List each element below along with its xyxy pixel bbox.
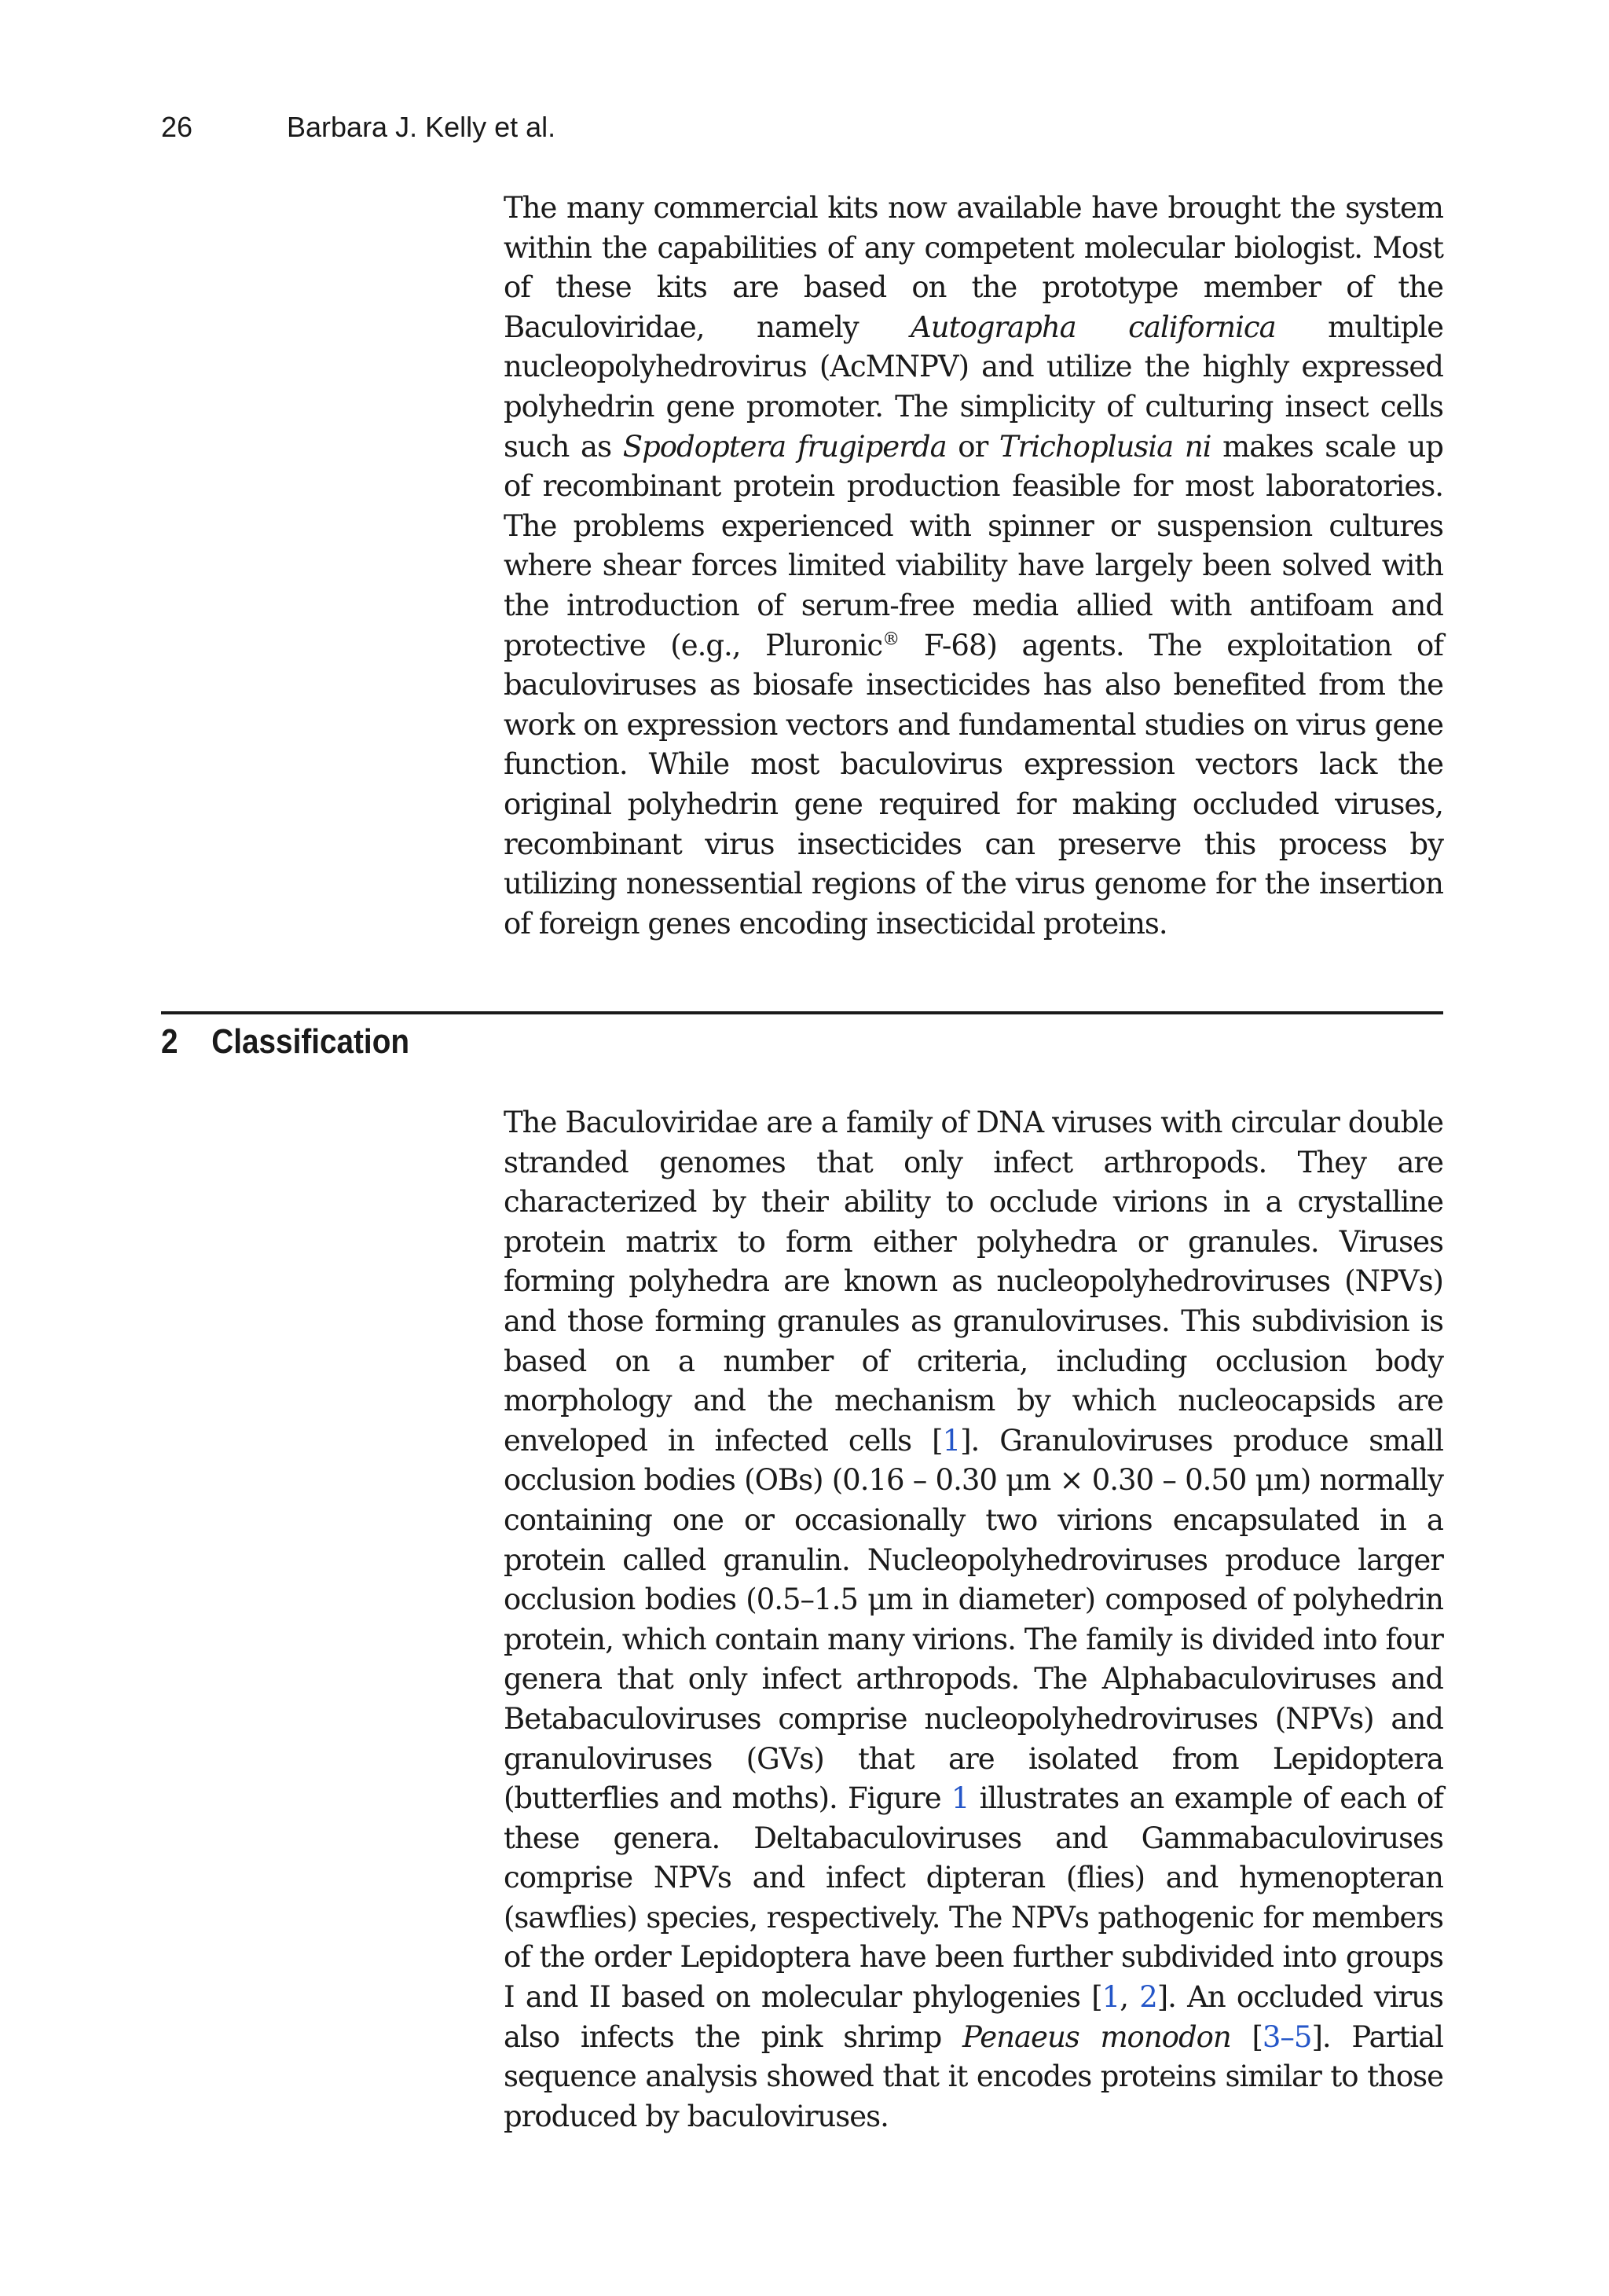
section-divider — [161, 1011, 1443, 1014]
page-number: 26 — [161, 111, 193, 143]
running-head — [161, 112, 555, 143]
species-name: Penaeus monodon — [962, 2019, 1231, 2054]
intro-paragraph — [504, 189, 1443, 944]
citation-link[interactable]: 3–5 — [1262, 2019, 1312, 2054]
registered-mark: ® — [882, 629, 900, 650]
intro-text-3: or — [946, 429, 999, 464]
citation-link[interactable]: 2 — [1139, 1980, 1157, 2015]
classification-text-2: ]. Granuloviruses produce small occlusion bodies (OBs) (0.16 – 0.30 μm × 0.30 – 0.50 μm) normally containing one or occasionally two virions encapsulated in a protein called granulin. Nucleopolyhedroviruses produce larger occlusion bodies (0.5–1.5 μm in diameter) composed of polyhedrin protein, which contain many virions. The family is divided into four genera that only infect arthropods. The Alphabaculoviruses and Betabaculoviruses comprise nucleopolyhedroviruses (NPVs) and granuloviruses (GVs) that are isolated from Lepidoptera (butterflies and moths). Figure — [504, 1423, 1443, 1816]
intro-text-1: The many commercial kits now available have brought the system within the capabilities of any competent molecular biologist. Most of these kits are based on the prototype member of the Baculoviridae, namely — [504, 191, 1443, 344]
citation-link[interactable]: 1 — [942, 1423, 961, 1458]
citation-separator: , — [1120, 1980, 1140, 2015]
section-title: Classification — [211, 1022, 410, 1061]
classification-text-3: illustrates an example of each of these genera. Deltabaculoviruses and Gammabaculoviruses comprise NPVs and infect dipteran (flies) and hymenopteran (sawflies) species, respectively. The NPVs pathogenic for members of the order Lepidoptera have been further subdivided into groups I and II based on molecular phylogenies [ — [504, 1781, 1443, 2015]
citation-link[interactable]: 1 — [1101, 1980, 1120, 2015]
intro-text-4: makes scale up of recombinant protein production feasible for most laboratories. The problems experienced with spinner or suspension cultures where shear forces limited viability have largely been solved with the introduction of serum-free media allied with antifoam and protective (e.g., Pluronic — [504, 429, 1443, 662]
intro-text-5: F-68) agents. The exploitation of baculoviruses as biosafe insecticides has also benefited from the work on expression vectors and fundamental studies on virus gene function. While most baculovirus expression vectors lack the original polyhedrin gene required for making occluded viruses, recombinant virus insecticides can preserve this process by utilizing nonessential regions of the virus genome for the insertion of foreign genes encoding insecticidal proteins. — [504, 628, 1443, 941]
species-name: Trichoplusia ni — [999, 429, 1211, 464]
running-head-authors: Barbara J. Kelly et al. — [287, 111, 556, 143]
section-number: 2 — [161, 1022, 178, 1061]
species-name: Spodoptera frugiperda — [622, 429, 947, 464]
classification-paragraph — [504, 1103, 1443, 2136]
species-name: Autographa californica — [911, 310, 1276, 344]
figure-link[interactable]: 1 — [951, 1781, 969, 1816]
classification-text-4: ]. An occluded virus also infects the pink shrimp — [504, 1980, 1444, 2054]
classification-text-5: [ — [1230, 2019, 1263, 2054]
intro-text-2: multiple nucleopolyhedrovirus (AcMNPV) and utilize the highly expressed polyhedrin gene promoter. The simplicity of culturing insect cells such as — [504, 310, 1443, 464]
classification-text-1: The Baculoviridae are a family of DNA viruses with circular double stranded genomes that only infect arthropods. They are characterized by their ability to occlude virions in a crystalline protein matrix to form either polyhedra or granules. Viruses forming polyhedra are known as nucleopolyhedroviruses (NPVs) and those forming granules as granuloviruses. This subdivision is based on a number of criteria, including occlusion body morphology and the mechanism by which nucleocapsids are enveloped in infected cells [ — [504, 1106, 1443, 1458]
classification-text-6: ]. Partial sequence analysis showed that it encodes proteins similar to those produced by baculoviruses. — [504, 2019, 1443, 2133]
section-heading — [161, 1021, 409, 1062]
